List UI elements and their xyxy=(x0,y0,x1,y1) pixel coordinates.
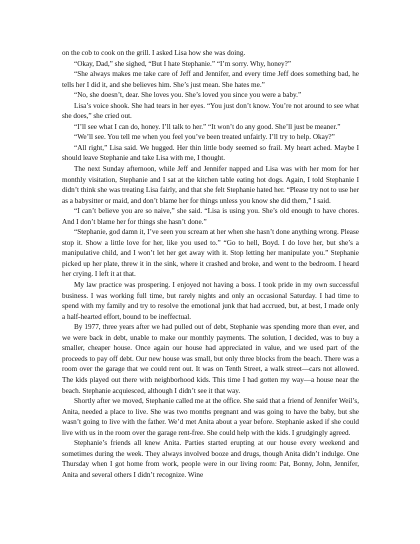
paragraph: The next Sunday afternoon, while Jeff and Jennifer napped and Lisa was with her mom for her monthly visitation, Stephanie and I sat at the kitchen table eating hot dogs. Again, I told Stephanie I didn’t think she was treating Lisa fairly, and that she felt Stephanie hated her. “Please try not to use her as a babysitter or maid, and don’t blame her for things unless you know she did them,” I said. xyxy=(62,165,359,205)
paragraph: “No, she doesn’t, dear. She loves you. She’s loved you since you were a baby.” xyxy=(74,91,302,100)
paragraph: “All right,” Lisa said. We hugged. Her thin little body seemed so frail. My heart ached. Maybe I should leave Stephanie and take Lisa with me, I thought. xyxy=(62,143,359,163)
paragraph: Stephanie’s friends all knew Anita. Parties started erupting at our house every weekend and sometimes during the week. They always involved booze and drugs, though Anita didn’t indulge. One Thursday when I got home from work, people were in our living room: Pat, Bonny, John, Jennifer, Anita and several others I didn’t recognize. Wine xyxy=(62,439,359,479)
paragraph: “Okay, Dad,” she sighed, “But I hate Stephanie.” “I’m sorry. Why, honey?” xyxy=(74,59,292,68)
paragraph: “She always makes me take care of Jeff and Jennifer, and every time Jeff does something bad, he tells her I did it, and she believes him. She’s just mean. She hates me.” xyxy=(62,70,359,89)
paragraph: Shortly after we moved, Stephanie called me at the office. She said that a friend of Jennifer Weil’s, Anita, needed a place to live. She was two months pregnant and was going to have the baby, but she wasn’t going to live with the father. We’d met Anita about a year before. Stephanie asked if she could live with us in the room over the garage rent-free. She could help with the kids. I grudgingly agreed. xyxy=(62,397,359,437)
paragraph: “I’ll see what I can do, honey. I’ll talk to her.” “It won’t do any good. She’ll just be meaner.” xyxy=(74,122,341,131)
paragraph: By 1977, three years after we had pulled out of debt, Stephanie was spending more than ever, and we were back in debt, unable to make our monthly payments. The solution, I decided, was to buy a smaller, cheaper house. Once again our house had appreciated in value, and we used part of the proceeds to pay off debt. Our new house was small, but only three blocks from the beach. There was a room over the garage that we could rent out. It was on Tenth Street, a walk street—cars not allowed. The kids played out there with neighborhood kids. This time I had gotten my way—a house near the beach. Stephanie acquiesced, although I didn’t see it that way. xyxy=(62,323,359,395)
paragraph: on the cob to cook on the grill. I asked Lisa how she was doing. xyxy=(62,49,246,57)
paragraph: “Stephanie, god damn it, I’ve seen you scream at her when she hasn’t done anything wrong. Please stop it. Show a little love for her, like you used to.” “Go to hell, Boyd. I do love her, but she’s a manipulative child, and I won’t let her get away with it. Stop letting her manipulate you.” Stephanie picked up her plate, threw it in the sink, where it crashed and broke, and went to the bedroom. I heard her crying. I left it at that. xyxy=(62,228,359,279)
paragraph: “We’ll see. You tell me when you feel you’ve been treated unfairly. I’ll try to help. Okay?” xyxy=(74,133,335,142)
paragraph: Lisa’s voice shook. She had tears in her eyes. “You just don’t know. You’re not around to see what she does,” she cried out. xyxy=(62,101,359,121)
paragraph: “I can’t believe you are so naive,” she said. “Lisa is using you. She’s old enough to have chores. And I don’t blame her for things she hasn’t done.” xyxy=(62,207,359,226)
paragraph: My law practice was prospering. I enjoyed not having a boss. I took pride in my own successful business. I was working full time, but rarely nights and only an occasional Saturday. I had time to spend with my family and try to resolve the emotional junk that had accrued, but, at best, I made only a half-hearted effort, bound to be ineffectual. xyxy=(62,281,359,321)
